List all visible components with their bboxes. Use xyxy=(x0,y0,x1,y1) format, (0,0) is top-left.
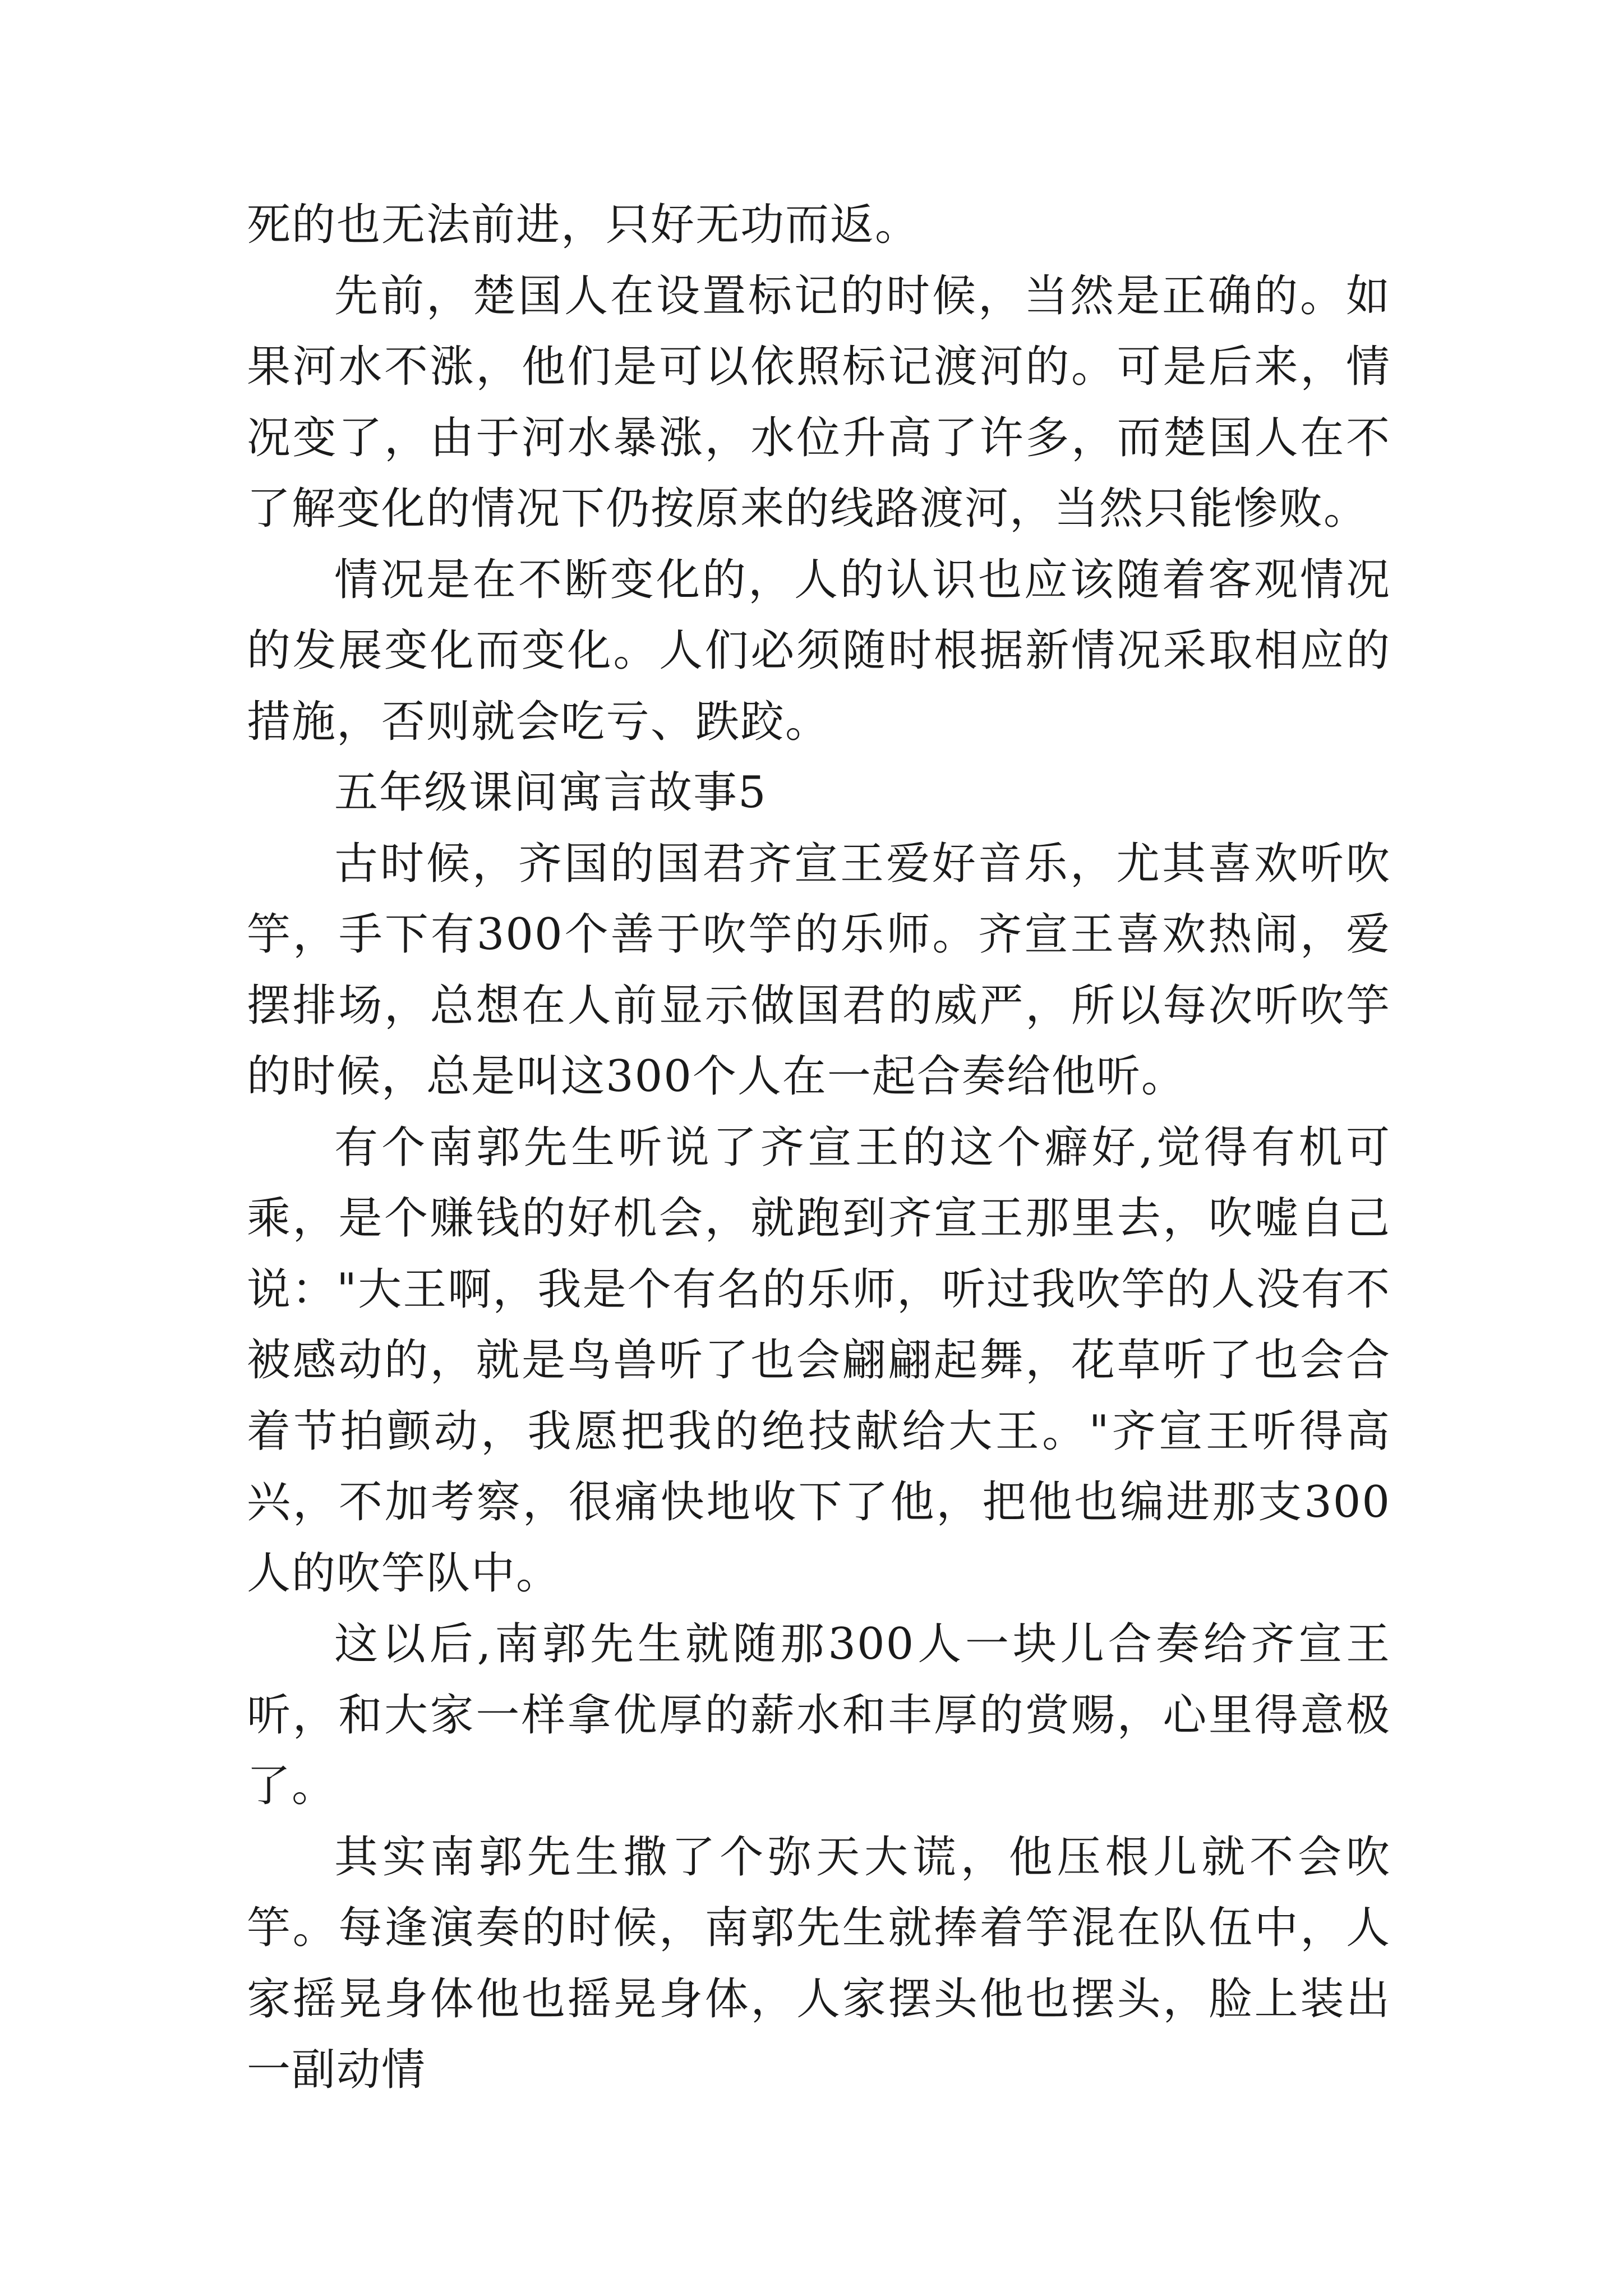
section-heading: 五年级课间寓言故事5 xyxy=(334,767,767,818)
paragraph: 古时候，齐国的国君齐宣王爱好音乐，尤其喜欢听吹竽，手下有300个善于吹竽的乐师。齐宣王喜欢热闹，爱摆排场，总想在人前显示做国君的威严，所以每次听吹竽的时候，总是叫这300个人在一起合奏给他听。 xyxy=(247,838,1391,1102)
document-body xyxy=(247,190,1391,2106)
paragraph-continued: 死的也无法前进，只好无功而返。 xyxy=(247,200,920,250)
paragraph: 其实南郭先生撒了个弥天大谎，他压根儿就不会吹竽。每逢演奏的时候，南郭先生就捧着竽混在队伍中，人家摇晃身体他也摇晃身体，人家摆头他也摆头，脸上装出一副动情 xyxy=(247,1832,1391,2095)
paragraph: 这以后,南郭先生就随那300人一块儿合奏给齐宣王听，和大家一样拿优厚的薪水和丰厚的赏赐，心里得意极了。 xyxy=(247,1619,1391,1811)
paragraph: 情况是在不断变化的，人的认识也应该随着客观情况的发展变化而变化。人们必须随时根据新情况采取相应的措施，否则就会吃亏、跌跤。 xyxy=(247,554,1391,747)
paragraph: 先前，楚国人在设置标记的时候，当然是正确的。如果河水不涨，他们是可以依照标记渡河的。可是后来，情况变了，由于河水暴涨，水位升高了许多，而楚国人在不了解变化的情况下仍按原来的线路渡河，当然只能惨败。 xyxy=(247,270,1391,534)
paragraph: 有个南郭先生听说了齐宣王的这个癖好,觉得有机可乘，是个赚钱的好机会，就跑到齐宣王那里去，吹嘘自己说："大王啊，我是个有名的乐师，听过我吹竽的人没有不被感动的，就是鸟兽听了也会翩翩起舞，花草听了也会合着节拍颤动，我愿把我的绝技献给大王。"齐宣王听得高兴，不加考察，很痛快地收下了他，把他也编进那支300人的吹竽队中。 xyxy=(247,1122,1391,1599)
